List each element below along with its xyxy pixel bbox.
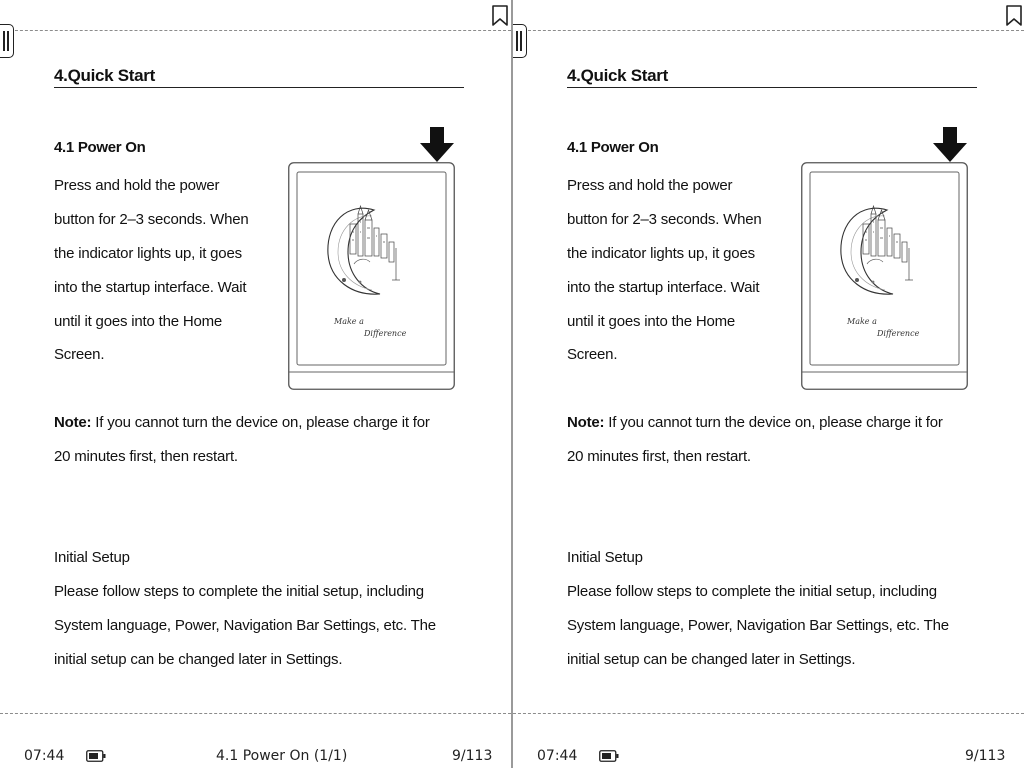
status-page-number: 9/113 — [965, 748, 1006, 764]
initial-setup-line: System language, Power, Navigation Bar Settings, etc. The — [567, 617, 949, 634]
bottom-dashed-divider — [0, 713, 511, 714]
initial-setup-line: initial setup can be changed later in Settings. — [567, 651, 856, 668]
status-chapter: 4.1 Power On (1/1) — [216, 748, 348, 764]
power-on-line: the indicator lights up, it goes — [567, 245, 755, 262]
status-page-number: 9/113 — [452, 748, 493, 764]
status-time: 07:44 — [537, 748, 578, 764]
power-on-line: until it goes into the Home — [54, 313, 223, 330]
power-on-line: Screen. — [54, 346, 105, 363]
right-page[interactable] — [513, 0, 1024, 768]
initial-setup-line: Please follow steps to complete the initial setup, including — [54, 583, 424, 600]
chapter-title: 4.Quick Start — [54, 66, 464, 88]
power-on-line: the indicator lights up, it goes — [54, 245, 242, 262]
left-page[interactable] — [0, 0, 511, 768]
battery-icon — [86, 750, 106, 762]
status-time: 07:44 — [24, 748, 65, 764]
initial-setup-line: Please follow steps to complete the initial setup, including — [567, 583, 937, 600]
power-on-line: Press and hold the power — [567, 177, 733, 194]
note-label: Note: — [54, 414, 92, 431]
section-title: 4.1 Power On — [567, 139, 659, 156]
note-line — [567, 414, 943, 432]
down-arrow-icon — [932, 127, 968, 163]
initial-setup-heading: Initial Setup — [54, 549, 130, 566]
chapter-title: 4.Quick Start — [567, 66, 977, 88]
top-dashed-divider — [513, 30, 1024, 31]
power-on-line: until it goes into the Home — [567, 313, 736, 330]
sidebar-handle-icon[interactable] — [513, 24, 527, 58]
section-title: 4.1 Power On — [54, 139, 146, 156]
note-text: If you cannot turn the device on, please charge it for — [91, 414, 430, 431]
power-on-line: into the startup interface. Wait — [54, 279, 247, 296]
illustration-caption: Make a — [847, 317, 877, 326]
initial-setup-line: System language, Power, Navigation Bar Settings, etc. The — [54, 617, 436, 634]
note-text: If you cannot turn the device on, please charge it for — [604, 414, 943, 431]
initial-setup-heading: Initial Setup — [567, 549, 643, 566]
illustration-caption: Difference — [364, 329, 407, 338]
illustration-caption: Make a — [334, 317, 364, 326]
illustration-caption: Difference — [877, 329, 920, 338]
power-on-line: Screen. — [567, 346, 618, 363]
bookmark-icon[interactable] — [490, 4, 510, 28]
power-on-line: button for 2–3 seconds. When — [567, 211, 762, 228]
bookmark-icon[interactable] — [1004, 4, 1024, 28]
down-arrow-icon — [419, 127, 455, 163]
top-dashed-divider — [0, 30, 511, 31]
power-on-line: into the startup interface. Wait — [567, 279, 760, 296]
bottom-dashed-divider — [513, 713, 1024, 714]
power-on-line: Press and hold the power — [54, 177, 220, 194]
device-illustration — [801, 162, 968, 390]
note-label: Note: — [567, 414, 605, 431]
note-line — [54, 414, 430, 432]
power-on-line: button for 2–3 seconds. When — [54, 211, 249, 228]
device-illustration — [288, 162, 455, 390]
battery-icon — [599, 750, 619, 762]
note-line: 20 minutes first, then restart. — [567, 448, 751, 465]
sidebar-handle-icon[interactable] — [0, 24, 14, 58]
initial-setup-line: initial setup can be changed later in Settings. — [54, 651, 343, 668]
note-line: 20 minutes first, then restart. — [54, 448, 238, 465]
